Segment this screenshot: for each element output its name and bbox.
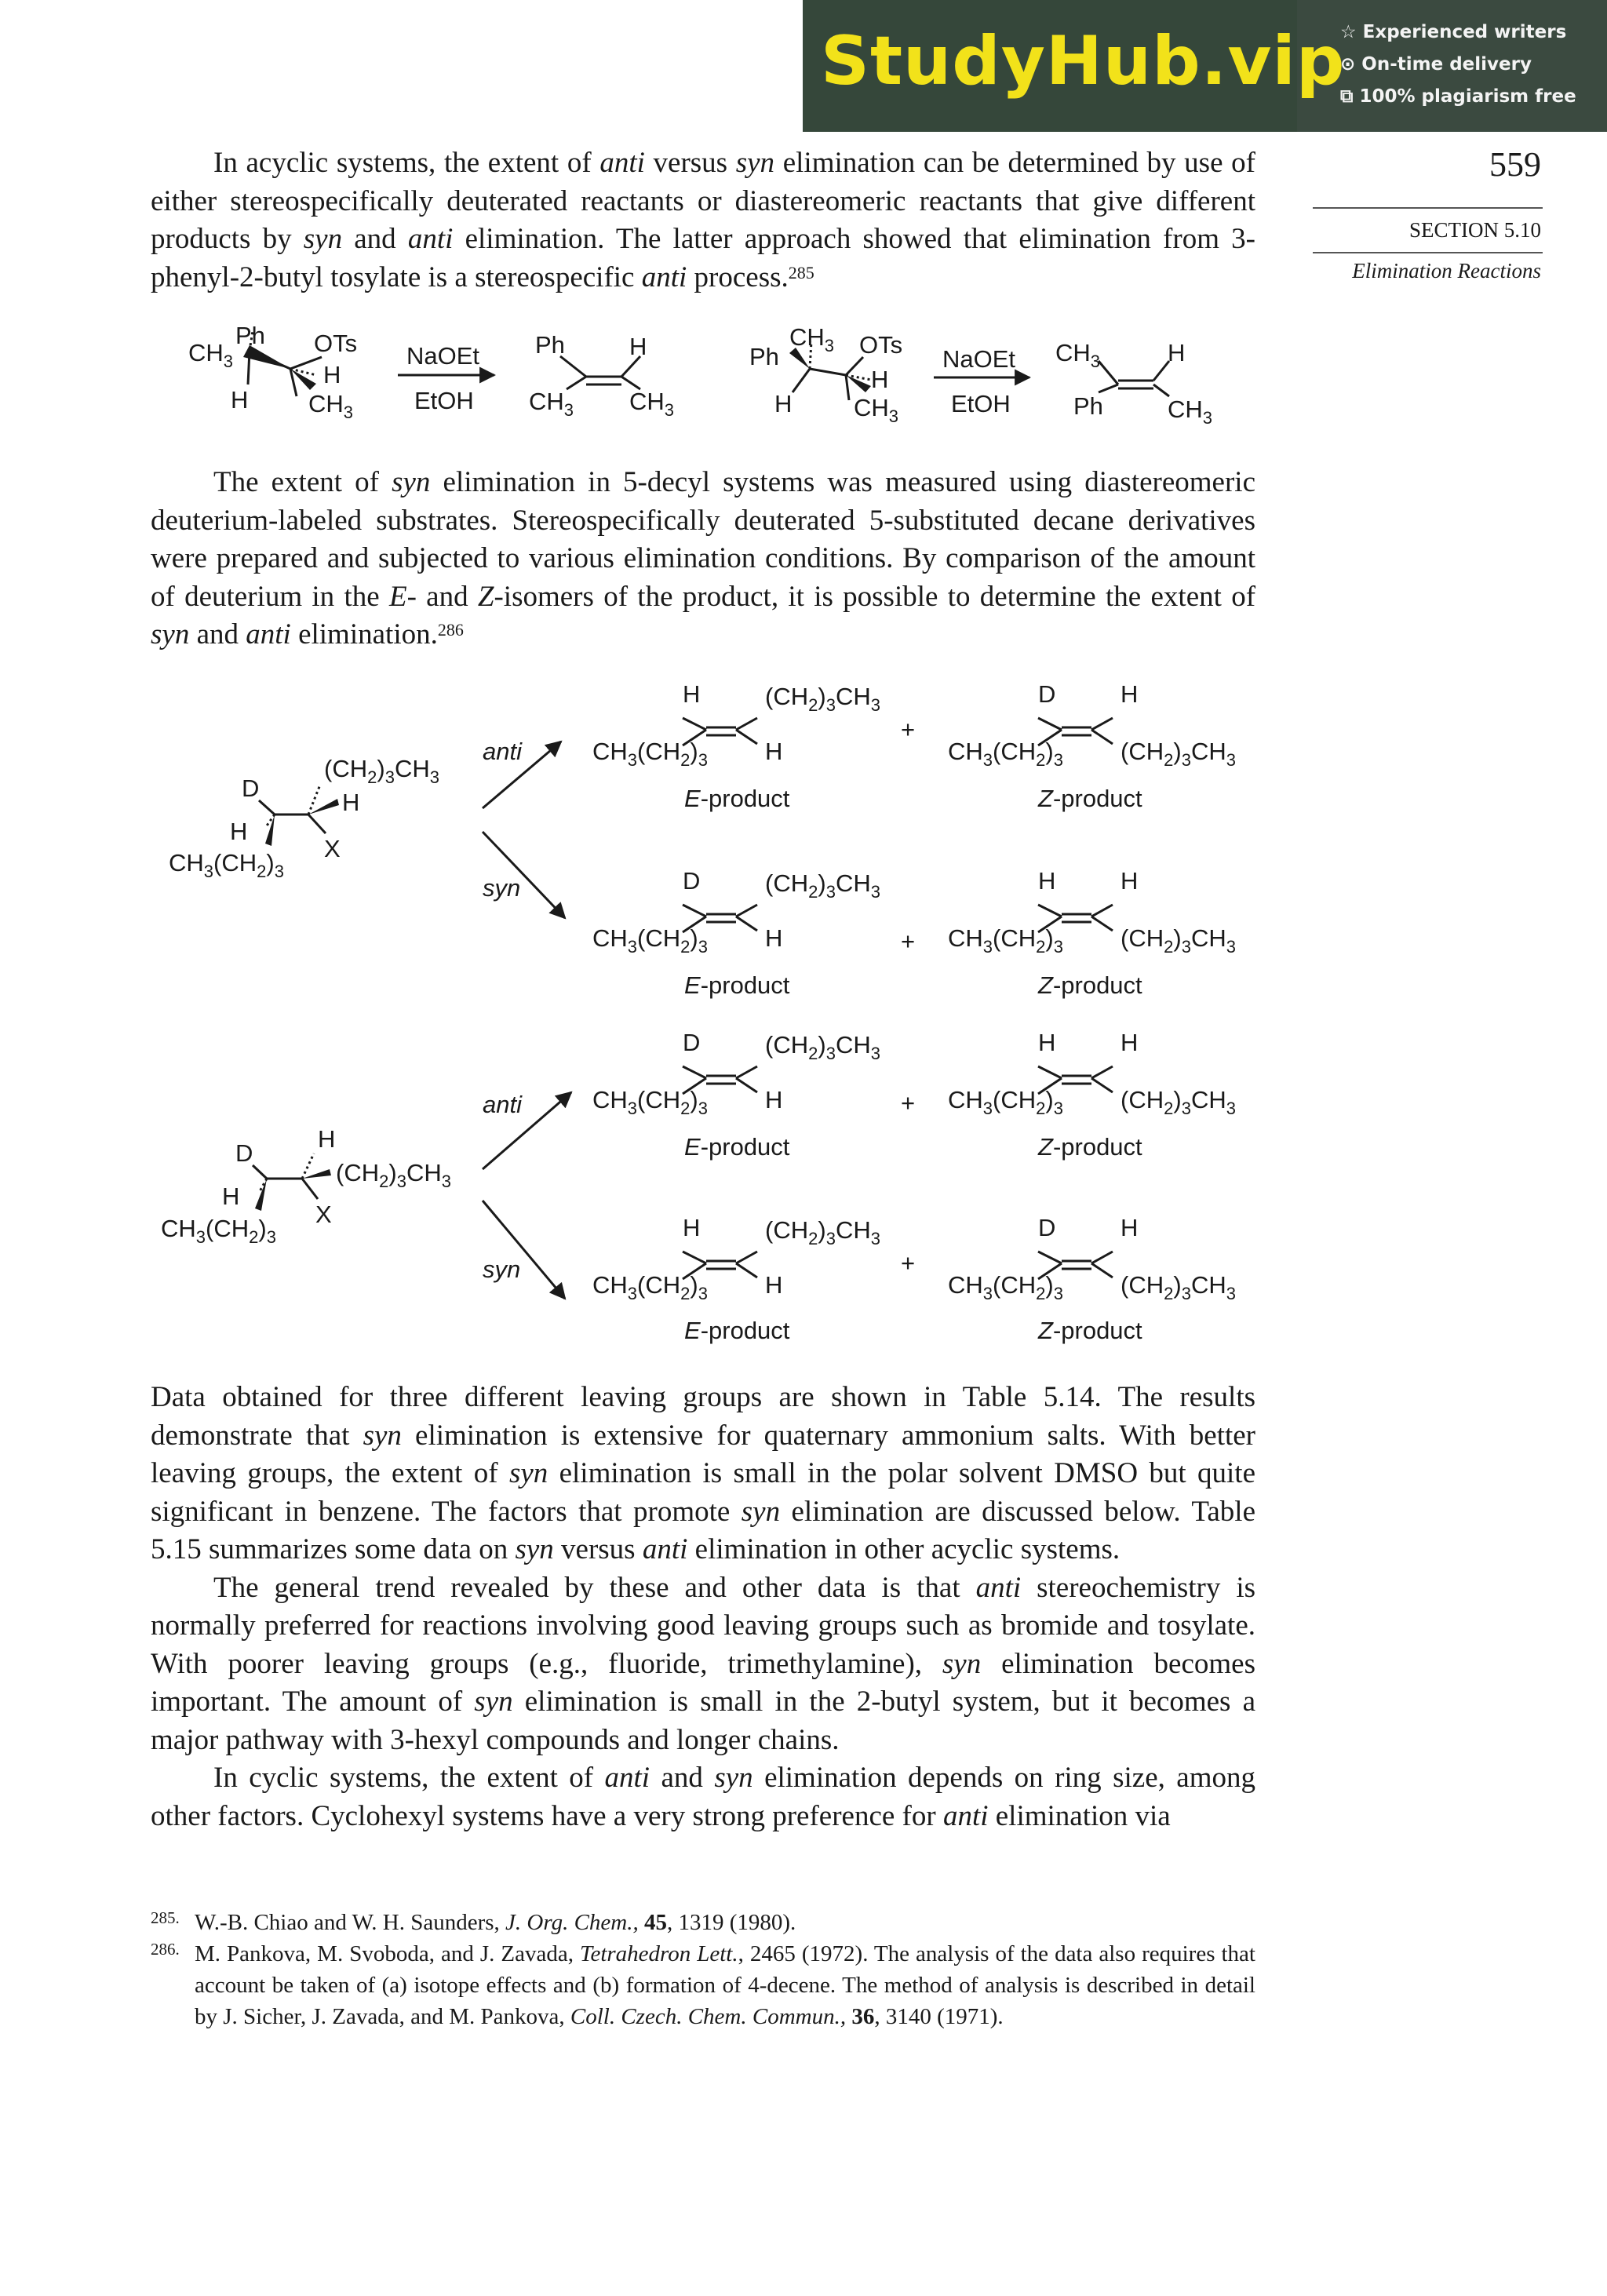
atom-label: $CH_3(CH_2)_3$ (592, 1271, 708, 1303)
atom-label: X (315, 1201, 332, 1228)
atom-label: H (683, 1214, 701, 1241)
atom-label: $(CH_2)_3CH_3$ (1121, 1086, 1236, 1118)
plus-sign: + (901, 716, 916, 743)
atom-label: H (871, 366, 889, 393)
atom-label: $(CH_2)_3CH_3$ (336, 1159, 451, 1191)
atom-label: D (242, 774, 260, 802)
atom-label: H (1121, 680, 1139, 708)
atom-label: $CH_3$ (629, 388, 675, 420)
atom-label: $CH_3$ (188, 339, 234, 371)
atom-label: X (324, 835, 341, 862)
paragraph-1: In acyclic systems, the extent of anti versus syn elimination can be determined by use of either stereospecifically deuterated reactants or diastereomeric reactants that give different products by syn and anti elimination. The latter approach showed that elimination from 3-phenyl-2-butyl tosylate is a stereospecific anti process.$^{285}$ (151, 147, 1255, 293)
page-number: 559 (1489, 145, 1541, 184)
product-label: E-product (684, 1317, 790, 1344)
atom-label: D (683, 867, 701, 895)
atom-label: H (1121, 1214, 1139, 1241)
atom-label: $CH_3$ (308, 390, 354, 422)
atom-label: $(CH_2)_3CH_3$ (765, 1031, 880, 1063)
atom-label: $CH_3(CH_2)_3$ (948, 738, 1063, 770)
section-title: Elimination Reactions (1352, 259, 1541, 282)
paragraph-3: Data obtained for three different leaving groups are shown in Table 5.14. The results demonstrate that syn elimination is extensive for quaternary ammonium salts. With better leaving groups, the extent of syn elimination is small in the polar solvent DMSO but quite significant in benzene. The factors that promote syn elimination are discussed below. Table 5.15 summarizes some data on syn versus anti elimination in other acyclic systems. The general trend revealed by these and other data is that anti stereochemistry is normally preferred for reactions involving good leaving groups such as bromide and tosylate. With poorer leaving groups (e.g., fluoride, trimethylamine), syn elimination becomes important. The amount of syn elimination is small in the 2-butyl system, but it becomes a major pathway with 3-hexyl compounds and longer chains. In cyclic systems, the extent of anti and syn elimination depends on ring size, among other factors. Cyclohexyl systems have a very strong preference for anti elimination via (151, 1381, 1255, 1832)
product-label: E-product (684, 971, 790, 999)
atom-label: H (318, 1125, 336, 1153)
atom-label: $CH_3$ (1055, 339, 1101, 371)
scheme-2-labels (161, 680, 1236, 1344)
atom-label: OTs (859, 331, 903, 359)
atom-label: H (765, 1271, 783, 1299)
product-label: E-product (684, 785, 790, 812)
atom-label: H (1168, 339, 1186, 366)
atom-label: D (1038, 1214, 1056, 1241)
atom-label: H (230, 818, 248, 845)
star-icon: ☆ (1340, 22, 1363, 42)
footnote-285: 285. W.-B. Chiao and W. H. Saunders, J. Org. Chem., 45, 1319 (1980). (151, 1908, 796, 1935)
footnote-286: 286. M. Pankova, M. Svoboda, and J. Zavada, Tetrahedron Lett., 2465 (1972). The analysis of the data also requires that account be taken of (a) isotope effects and (b) formation of 4-decene. The method of analysis is described in detail by J. Sicher, J. Zavada, and M. Pankova, Coll. Czech. Chem. Commun., 36, 3140 (1971). (151, 1940, 1255, 2029)
feature-3: ⧉ 100% plagiarism free (1340, 86, 1576, 107)
pathway-label: syn (483, 1256, 521, 1283)
studyhub-logo[interactable]: StudyHub.vip (821, 22, 1346, 100)
atom-label: H (1038, 867, 1056, 895)
clock-icon: ⊙ (1340, 54, 1362, 75)
paragraph-2: The extent of syn elimination in 5-decyl systems was measured using diastereomeric deuterium-labeled substrates. Stereospecifically deuterated 5-substituted decane derivatives were prepared and subjected to various elimination conditions. By comparison of the amount of deuterium in the E- and Z-isomers of the product, it is possible to determine the extent of syn and anti elimination.$^{286}$ (151, 466, 1256, 651)
reagent-label: NaOEt (406, 342, 480, 370)
atom-label: $CH_3(CH_2)_3$ (592, 738, 708, 770)
plus-sign: + (901, 928, 916, 955)
atom-label: $CH_3(CH_2)_3$ (948, 1271, 1063, 1303)
atom-label: D (1038, 680, 1056, 708)
product-label: Z-product (1038, 1133, 1142, 1161)
atom-label: Ph (1073, 392, 1103, 420)
section-label: SECTION 5.10 (1409, 218, 1541, 242)
atom-label: $CH_3(CH_2)_3$ (592, 1086, 708, 1118)
plus-sign: + (901, 1249, 916, 1277)
atom-label: H (1121, 867, 1139, 895)
solvent-label: EtOH (414, 387, 474, 414)
product-label: E-product (684, 1133, 790, 1161)
atom-label: $(CH_2)_3CH_3$ (1121, 738, 1236, 770)
atom-label: $CH_3(CH_2)_3$ (948, 1086, 1063, 1118)
atom-label: $(CH_2)_3CH_3$ (765, 683, 880, 715)
feature-1: ☆ Experienced writers (1340, 22, 1567, 42)
scheme-1 (243, 331, 1169, 400)
atom-label: $(CH_2)_3CH_3$ (1121, 924, 1236, 957)
product-label: Z-product (1038, 971, 1142, 999)
atom-label: $(CH_2)_3CH_3$ (765, 1216, 880, 1248)
atom-label: D (235, 1139, 253, 1167)
atom-label: H (629, 333, 647, 360)
pathway-label: anti (483, 1091, 522, 1118)
plus-sign: + (901, 1089, 916, 1117)
atom-label: $CH_3(CH_2)_3$ (169, 849, 284, 881)
atom-label: $(CH_2)_3CH_3$ (324, 755, 439, 787)
atom-label: $CH_3$ (789, 323, 835, 355)
atom-label: $CH_3$ (529, 388, 574, 420)
pathway-label: syn (483, 874, 521, 902)
solvent-label: EtOH (951, 390, 1011, 417)
atom-label: H (774, 390, 793, 417)
atom-label: H (765, 924, 783, 952)
atom-label: H (1121, 1029, 1139, 1056)
atom-label: H (683, 680, 701, 708)
atom-label: H (765, 738, 783, 765)
atom-label: $(CH_2)_3CH_3$ (1121, 1271, 1236, 1303)
atom-label: D (683, 1029, 701, 1056)
atom-label: $CH_3(CH_2)_3$ (161, 1215, 276, 1247)
atom-label: Ph (235, 322, 265, 349)
atom-label: H (765, 1086, 783, 1113)
atom-label: $CH_3(CH_2)_3$ (592, 924, 708, 957)
atom-label: $CH_3$ (854, 394, 899, 426)
atom-label: H (222, 1183, 240, 1210)
atom-label: $(CH_2)_3CH_3$ (765, 869, 880, 902)
atom-label: H (1038, 1029, 1056, 1056)
pathway-label: anti (483, 738, 522, 765)
atom-label: H (231, 386, 249, 414)
atom-label: H (342, 789, 360, 816)
scheme-1-labels (188, 322, 1212, 428)
atom-label: Ph (749, 343, 779, 370)
atom-label: H (323, 361, 341, 388)
atom-label: $CH_3(CH_2)_3$ (948, 924, 1063, 957)
product-label: Z-product (1038, 785, 1142, 812)
product-label: Z-product (1038, 1317, 1142, 1344)
reagent-label: NaOEt (942, 345, 1016, 373)
scheme-2 (253, 718, 1113, 1299)
copy-icon: ⧉ (1340, 86, 1360, 107)
atom-label: $CH_3$ (1168, 395, 1213, 428)
atom-label: OTs (314, 330, 358, 357)
feature-2: ⊙ On-time delivery (1340, 54, 1532, 75)
atom-label: Ph (535, 331, 565, 359)
